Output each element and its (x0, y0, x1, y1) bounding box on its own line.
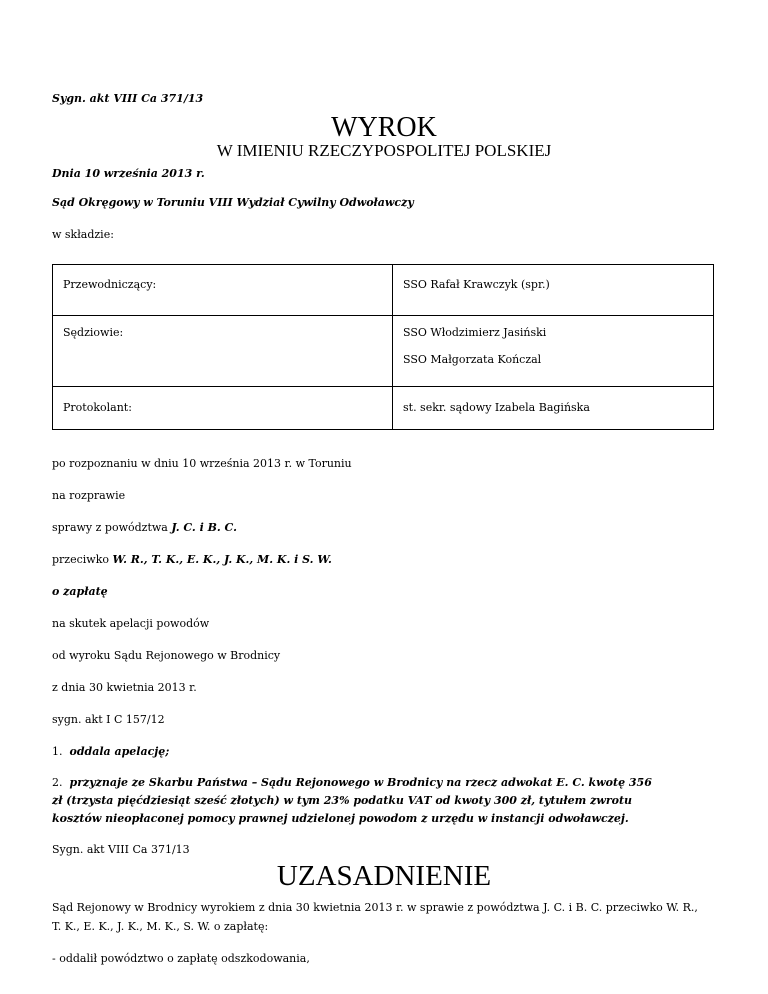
table-cell (53, 265, 393, 316)
document-subtitle: W IMIENIU RZECZYPOSPOLITEJ POLSKIEJ (216, 141, 552, 160)
judge-1: SSO Włodzimierz Jasiński (403, 326, 547, 339)
clerk-value: st. sekr. sądowy Izabela Bagińska (403, 401, 590, 414)
proceedings-line-1: po rozpoznaniu w dniu 10 września 2013 r. w Toruniu (52, 457, 352, 470)
ruling-2-line-2: zł (trzysta pięćdziesiąt sześć złotych) w tym 23% podatku VAT od kwoty 300 zł, tytułem zwrotu (52, 794, 633, 807)
table-cell (53, 316, 393, 387)
plaintiffs-prefix: sprawy z powództwa (52, 521, 172, 534)
ruling-2-line-1 (52, 776, 652, 789)
table-cell (393, 316, 714, 387)
ruling-1-number: 1. (52, 745, 63, 758)
proceedings-line-8: z dnia 30 kwietnia 2013 r. (52, 681, 197, 694)
justification-para-1-line-1: Sąd Rejonowy w Brodnicy wyrokiem z dnia 30 kwietnia 2013 r. w sprawie z powództwa J. C. i B. C. przeciwko W. R., (52, 901, 698, 914)
chair-value: SSO Rafał Krawczyk (spr.) (403, 278, 550, 291)
table-row (53, 316, 714, 387)
defendants-prefix: przeciwko (52, 553, 113, 566)
proceedings-line-3 (52, 521, 237, 534)
composition-label: w składzie: (52, 228, 114, 241)
proceedings-line-2: na rozprawie (52, 489, 126, 502)
judges-label: Sędziowie: (63, 326, 124, 339)
ruling-1 (52, 745, 169, 758)
table-cell (393, 265, 714, 316)
ruling-1-text: oddala apelację; (69, 745, 170, 758)
justification-signature: Sygn. akt VIII Ca 371/13 (52, 843, 190, 856)
proceedings-line-9: sygn. akt I C 157/12 (52, 713, 165, 726)
justification-title: UZASADNIENIE (276, 860, 492, 892)
proceedings-line-7: od wyroku Sądu Rejonowego w Brodnicy (52, 649, 281, 662)
ruling-2-line-3: kosztów nieopłaconej pomocy prawnej udzielonej powodom z urzędu w instancji odwoławczej. (52, 812, 629, 825)
justification-para-2: - oddalił powództwo o zapłatę odszkodowania, (52, 952, 310, 965)
table-row (53, 265, 714, 316)
clerk-label: Protokolant: (63, 401, 132, 414)
case-signature: Sygn. akt VIII Ca 371/13 (52, 92, 204, 105)
plaintiffs-names: J. C. i B. C. (171, 521, 237, 534)
table-cell (393, 387, 714, 430)
ruling-2-number: 2. (52, 776, 63, 789)
document-title: WYROK (331, 112, 437, 143)
table-cell (53, 387, 393, 430)
chair-label: Przewodniczący: (63, 278, 157, 291)
proceedings-line-4 (52, 553, 332, 566)
panel-table (52, 264, 714, 430)
table-row (53, 387, 714, 430)
judgment-date: Dnia 10 września 2013 r. (52, 167, 205, 180)
proceedings-line-6: na skutek apelacji powodów (52, 617, 210, 630)
court-name: Sąd Okręgowy w Toruniu VIII Wydział Cywilny Odwoławczy (52, 196, 414, 209)
defendants-names: W. R., T. K., E. K., J. K., M. K. i S. W. (112, 553, 332, 566)
justification-para-1-line-2: T. K., E. K., J. K., M. K., S. W. o zapłatę: (52, 920, 269, 933)
judge-2: SSO Małgorzata Kończal (403, 353, 542, 366)
ruling-2-text-1: przyznaje ze Skarbu Państwa – Sądu Rejonowego w Brodnicy na rzecz adwokat E. C. kwotę 356 (69, 776, 652, 789)
case-subject: o zapłatę (52, 585, 108, 598)
